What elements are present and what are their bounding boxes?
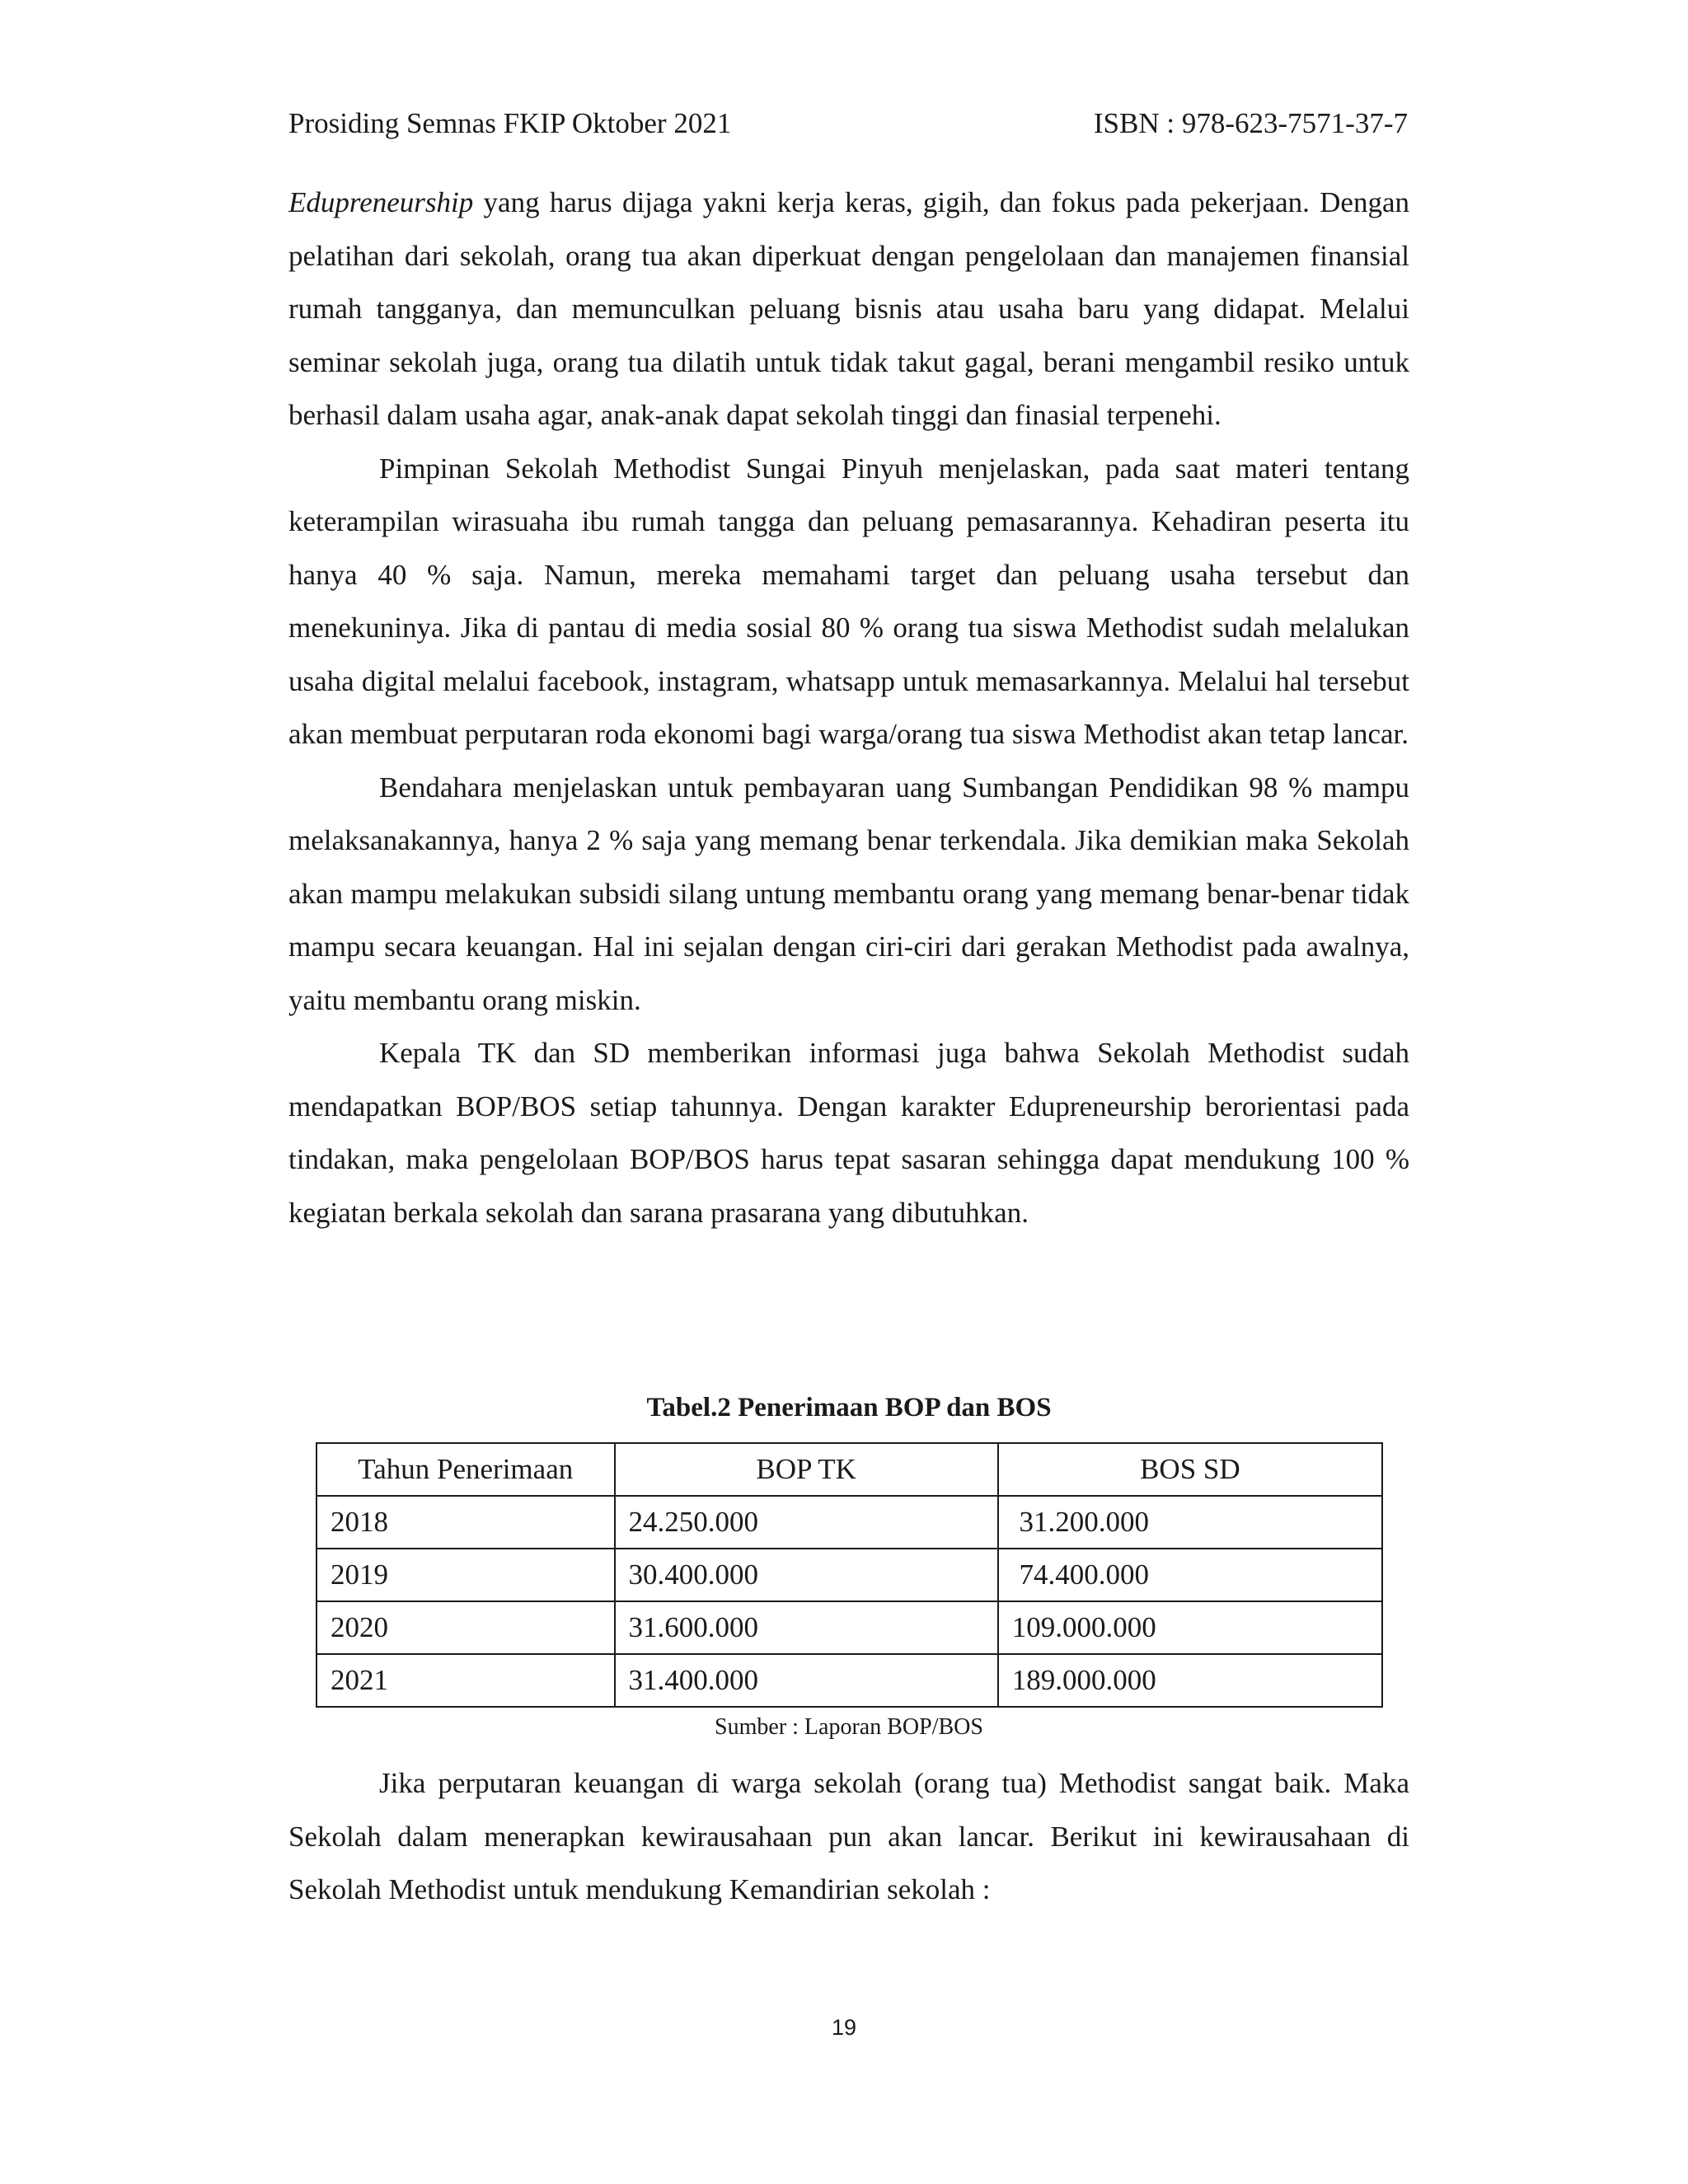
bop-bos-table [316,1442,1383,1708]
table-header-year: Tahun Penerimaan [316,1443,615,1496]
table-cell-year: 2018 [316,1496,615,1549]
paragraph-4: Kepala TK dan SD memberikan informasi juga bahwa Sekolah Methodist sudah mendapatkan BOP/BOS setiap tahunnya. Dengan karakter Edupreneurship berorientasi pada tindakan, maka pengelolaan BOP/BOS harus tepat sasaran sehingga dapat mendukung 100 % kegiatan berkala sekolah dan sarana prasarana yang dibutuhkan. [288,1037,1409,1229]
table-source: Sumber : Laporan BOP/BOS [715,1714,983,1740]
table-cell-bop: 31.600.000 [615,1601,998,1654]
table-caption: Tabel.2 Penerimaan BOP dan BOS [646,1393,1052,1422]
closing-text [288,1757,1409,1917]
table-cell-year: 2021 [316,1654,615,1707]
paragraph-3: Bendahara menjelaskan untuk pembayaran uang Sumbangan Pendidikan 98 % mampu melaksanakannya, hanya 2 % saja yang memang benar terkendala. Jika demikian maka Sekolah akan mampu melakukan subsidi silang untung membantu orang yang memang benar-benar tidak mampu secara keuangan. Hal ini sejalan dengan ciri-ciri dari gerakan Methodist pada awalnya, yaitu membantu orang miskin. [288,771,1409,1016]
paragraph-1-italic-term: Edupreneurship [288,186,474,218]
table-row [316,1601,1382,1654]
page-number: 19 [831,2015,857,2040]
table-cell-bop: 31.400.000 [615,1654,998,1707]
paragraph-2: Pimpinan Sekolah Methodist Sungai Pinyuh menjelaskan, pada saat materi tentang keterampilan wirasuaha ibu rumah tangga dan peluang pemasarannya. Kehadiran peserta itu hanya 40 % saja. Namun, mereka memahami target dan peluang usaha tersebut dan menekuninya. Jika di pantau di media sosial 80 % orang tua siswa Methodist sudah melalukan usaha digital melalui facebook, instagram, whatsapp untuk memasarkannya. Melalui hal tersebut akan membuat perputaran roda ekonomi bagi warga/orang tua siswa Methodist akan tetap lancar. [288,452,1409,750]
paragraph-1 [288,176,1409,443]
table-cell-bos: 74.400.000 [998,1549,1382,1601]
header-isbn: ISBN : 978-623-7571-37-7 [1093,107,1408,139]
table-header-bop: BOP TK [615,1443,998,1496]
table-header-row [316,1443,1382,1496]
body-text [288,176,1409,1240]
table-row [316,1549,1382,1601]
table-cell-year: 2020 [316,1601,615,1654]
paragraph-1-text: yang harus dijaga yakni kerja keras, gigih, dan fokus pada pekerjaan. Dengan pelatihan dari sekolah, orang tua akan diperkuat dengan pengelolaan dan manajemen finansial rumah tangganya, dan memunculkan peluang bisnis atau usaha baru yang didapat. Melalui seminar sekolah juga, orang tua dilatih untuk tidak takut gagal, berani mengambil resiko untuk berhasil dalam usaha agar, anak-anak dapat sekolah tinggi dan finasial terpenehi. [288,186,1409,431]
paragraph-5: Jika perputaran keuangan di warga sekolah (orang tua) Methodist sangat baik. Maka Sekolah dalam menerapkan kewirausahaan pun akan lancar. Berikut ini kewirausahaan di Sekolah Methodist untuk mendukung Kemandirian sekolah : [288,1767,1409,1905]
table-cell-bop: 24.250.000 [615,1496,998,1549]
table-cell-bos: 31.200.000 [998,1496,1382,1549]
table-cell-bos: 109.000.000 [998,1601,1382,1654]
table-cell-bos: 189.000.000 [998,1654,1382,1707]
table-cell-bop: 30.400.000 [615,1549,998,1601]
table-header-bos: BOS SD [998,1443,1382,1496]
table-cell-year: 2019 [316,1549,615,1601]
running-header [288,107,1408,140]
header-proceedings-title: Prosiding Semnas FKIP Oktober 2021 [288,107,732,139]
table-row [316,1654,1382,1707]
table-row [316,1496,1382,1549]
